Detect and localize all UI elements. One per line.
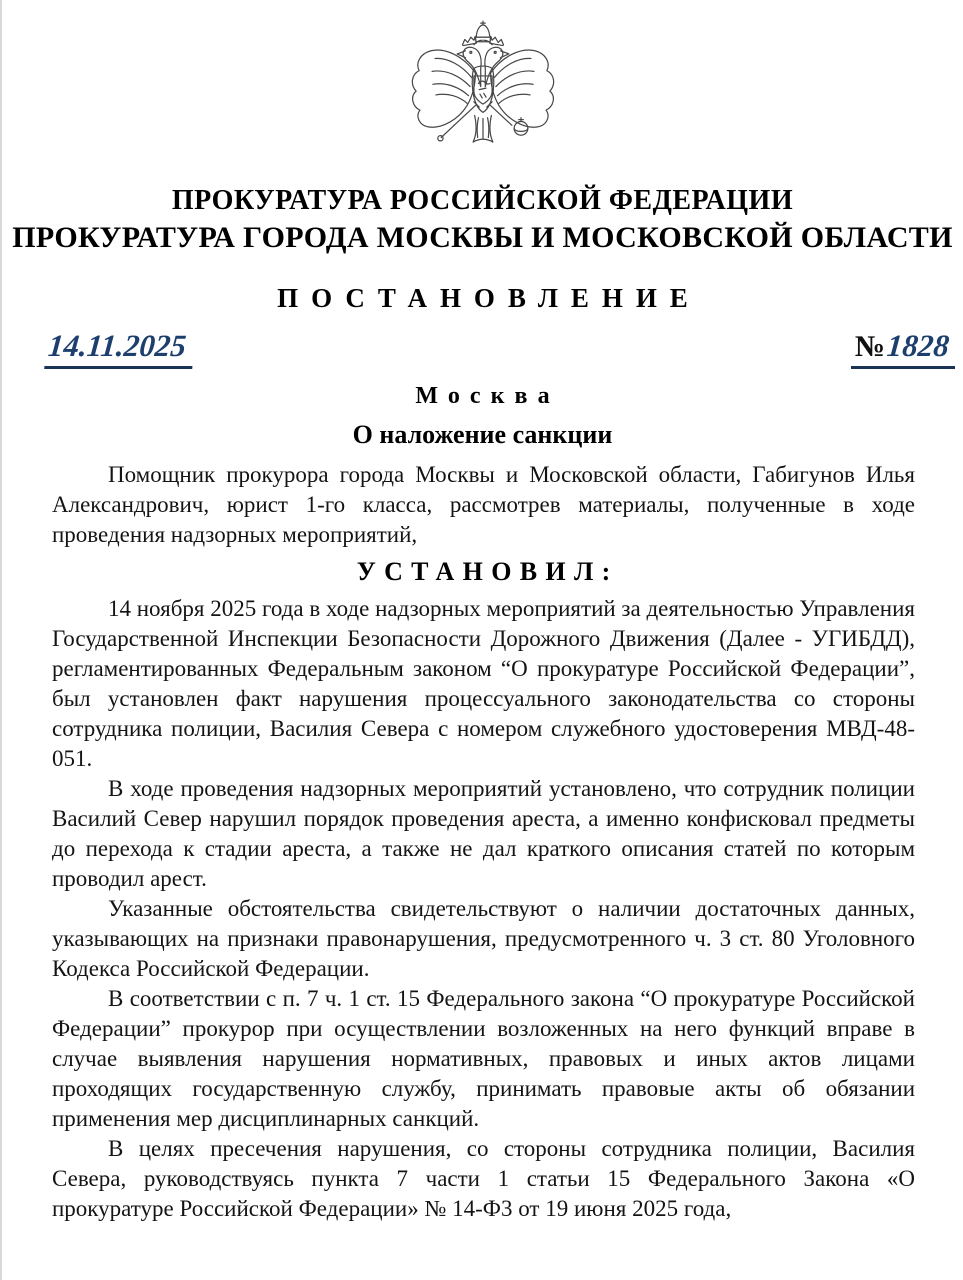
- number-sign: №: [854, 330, 885, 364]
- violation-paragraph: В ходе проведения надзорных мероприятий установлено, что сотрудник полиции Василий Север нарушил порядок проведения ареста, а именно конфисковал предметы до перехода к стадии ареста, а также не дал краткого описания статей по которым проводил арест.: [52, 776, 915, 892]
- purpose-paragraph: В целях пресечения нарушения, со стороны сотрудника полиции, Василия Севера, руководствуясь пункта 7 части 1 статьи 15 Федерального Закона «О прокуратуре Российской Федерации» № 14-Ф3 от 19 июня 2025 года,: [52, 1136, 915, 1222]
- city-label: Москва: [415, 383, 560, 410]
- grounds-paragraph: Указанные обстоятельства свидетельствуют о наличии достаточных данных, указывающих на признаки правонарушения, предусмотренного ч. 3 ст. 80 Уголовного Кодекса Российской Федерации.: [52, 896, 915, 982]
- date-and-number-row: [2, 328, 963, 369]
- handwritten-number: 1828: [885, 328, 951, 364]
- org-name-line1: ПРОКУРАТУРА РОССИЙСКОЙ ФЕДЕРАЦИИ: [171, 185, 794, 216]
- established-heading: УСТАНОВИЛ:: [356, 557, 619, 587]
- org-name-line2: ПРОКУРАТУРА ГОРОДА МОСКВЫ И МОСКОВСКОЙ ОБЛАСТИ: [12, 220, 953, 254]
- document-number: [851, 328, 955, 369]
- coat-of-arms-icon: [407, 7, 559, 173]
- document-body: [2, 460, 963, 1224]
- law-basis-paragraph: В соответствии с п. 7 ч. 1 ст. 15 Федерального закона “О прокуратуре Российской Федерации” прокурор при осуществлении возложенных на него функций вправе в случае выявления нарушения нормативных, правовых и иных актов лицами проходящих государственную службу, принимать правовые акты об обязании применения мер дисциплинарных санкций.: [52, 986, 915, 1132]
- document-type-title: ПОСТАНОВЛЕНИЕ: [277, 283, 701, 314]
- intro-paragraph: Помощник прокурора города Москвы и Московской области, Габигунов Илья Александрович, юрист 1-го класса, рассмотрев материалы, полученные в ходе проведения надзорных мероприятий,: [52, 462, 915, 548]
- handwritten-date: 14.11.2025: [44, 328, 195, 369]
- subject-line: О наложение санкции: [352, 420, 613, 450]
- fact-paragraph: 14 ноября 2025 года в ходе надзорных мероприятий за деятельностью Управления Государственной Инспекции Безопасности Дорожного Движения (Далее - УГИБДД), регламентированных Федеральным законом “О прокуратуре Российской Федерации”, был установлен факт нарушения процессуального законодательства со стороны сотрудника полиции, Василия Севера с номером служебного удостоверения МВД-48-051.: [52, 596, 915, 772]
